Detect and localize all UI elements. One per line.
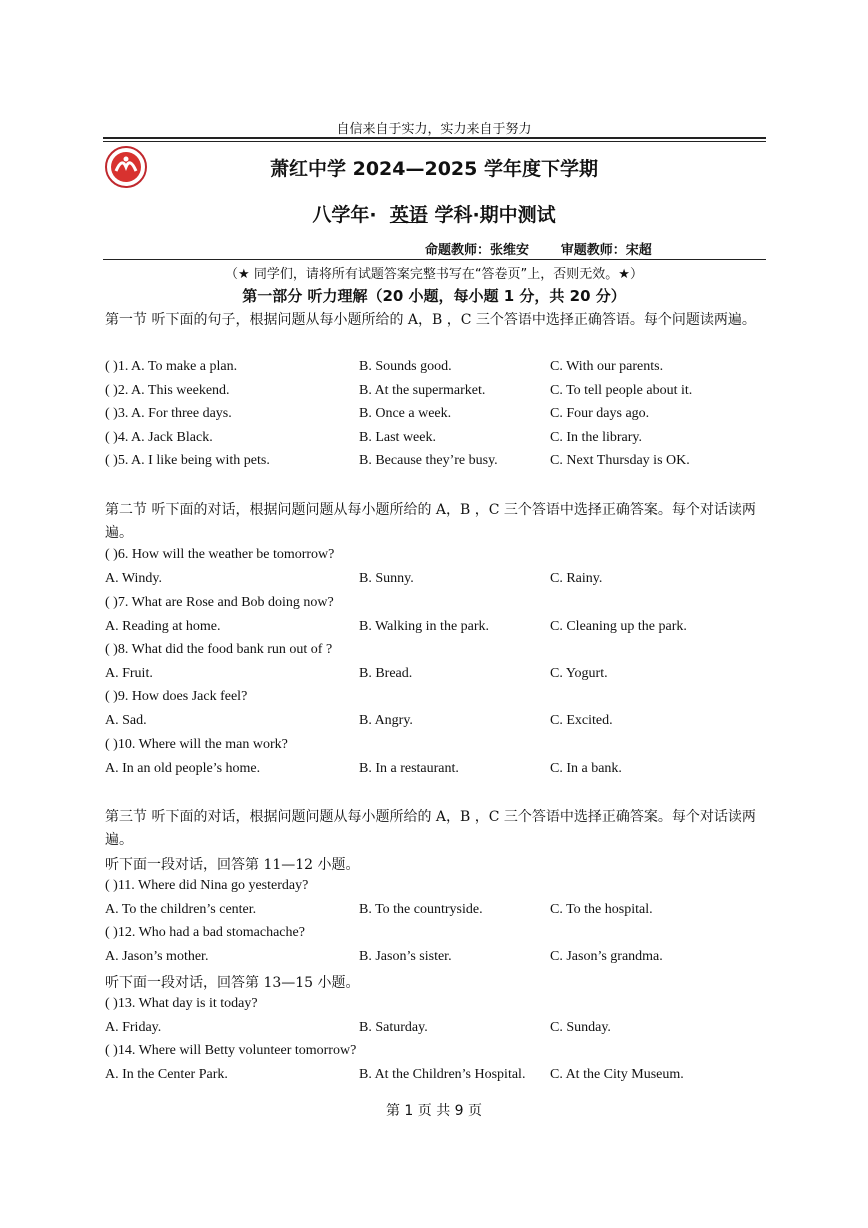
motto: 自信来自于实力，实力来自于努力 xyxy=(336,122,532,137)
option-c: C. To the hospital. xyxy=(550,902,653,917)
option-a: A. Sad. xyxy=(105,713,147,728)
header-rule-bottom xyxy=(103,259,766,260)
option-c: C. At the City Museum. xyxy=(550,1067,684,1082)
question-stem: ( )7. What are Rose and Bob doing now? xyxy=(105,595,334,610)
option-b: B. To the countryside. xyxy=(359,902,483,917)
page-footer: 第 1 页 共 9 页 xyxy=(385,1103,483,1119)
question-stem: ( )14. Where will Betty volunteer tomorrow? xyxy=(105,1043,357,1058)
option-c: C. In the library. xyxy=(550,430,643,445)
option-b: B. At the Children’s Hospital. xyxy=(359,1067,526,1082)
option-c: C. Yogurt. xyxy=(550,666,608,681)
option-b: B. Because they’re busy. xyxy=(359,453,498,468)
question-stem: ( )9. How does Jack feel? xyxy=(105,689,248,704)
option-a: A. Jason’s mother. xyxy=(105,949,209,964)
option-c: C. Four days ago. xyxy=(550,406,650,421)
part-title: 第一部分 听力理解（20 小题，每小题 1 分，共 20 分） xyxy=(242,287,626,305)
option-b: B. Saturday. xyxy=(359,1020,428,1035)
subject-name: 英语 xyxy=(389,204,428,226)
dialogue-group-1: 听下面一段对话，回答第 11—12 小题。 xyxy=(105,857,360,873)
question-stem: ( )6. How will the weather be tomorrow? xyxy=(105,547,335,562)
option-c: C. In a bank. xyxy=(550,761,622,776)
question-stem: ( )12. Who had a bad stomachache? xyxy=(105,925,305,940)
question-stem: ( )3. A. For three days. xyxy=(105,406,232,421)
option-a: A. Fruit. xyxy=(105,666,153,681)
option-b: B. In a restaurant. xyxy=(359,761,459,776)
reviewer: 审题教师：宋超 xyxy=(560,243,652,258)
question-stem: ( )1. A. To make a plan. xyxy=(105,359,238,374)
option-c: C. Jason’s grandma. xyxy=(550,949,663,964)
option-c: C. Excited. xyxy=(550,713,613,728)
option-c: C. Next Thursday is OK. xyxy=(550,453,690,468)
question-stem: ( )4. A. Jack Black. xyxy=(105,430,213,445)
section3-instruction: 第三节 听下面的对话，根据问题问题从每小题所给的 A，B ，C 三个答语中选择正确答案。每个对话读两遍。 xyxy=(105,809,756,848)
option-b: B. Sunny. xyxy=(359,571,414,586)
grade-label: 八学年· xyxy=(312,204,377,226)
option-c: C. With our parents. xyxy=(550,359,664,374)
section2-instruction: 第二节 听下面的对话，根据问题问题从每小题所给的 A，B ，C 三个答语中选择正确答案。每个对话读两遍。 xyxy=(105,502,756,541)
question-stem: ( )8. What did the food bank run out of ? xyxy=(105,642,333,657)
question-stem: ( )5. A. I like being with pets. xyxy=(105,453,270,468)
school-title: 萧红中学 2024—2025 学年度下学期 xyxy=(270,158,598,180)
option-a: A. In an old people’s home. xyxy=(105,761,261,776)
option-b: B. Once a week. xyxy=(359,406,452,421)
option-b: B. At the supermarket. xyxy=(359,383,486,398)
option-c: C. Sunday. xyxy=(550,1020,611,1035)
question-stem: ( )2. A. This weekend. xyxy=(105,383,230,398)
dialogue-group-2: 听下面一段对话，回答第 13—15 小题。 xyxy=(105,975,360,991)
teachers-line xyxy=(425,239,652,258)
question-stem: ( )10. Where will the man work? xyxy=(105,737,288,752)
option-b: B. Last week. xyxy=(359,430,436,445)
option-a: A. Friday. xyxy=(105,1020,162,1035)
option-a: A. Reading at home. xyxy=(105,619,221,634)
subject-title xyxy=(0,200,868,227)
title-tail: 学科·期中测试 xyxy=(434,204,556,226)
option-b: B. Sounds good. xyxy=(359,359,452,374)
question-stem: ( )11. Where did Nina go yesterday? xyxy=(105,878,309,893)
option-c: C. Rainy. xyxy=(550,571,603,586)
option-a: A. In the Center Park. xyxy=(105,1067,228,1082)
notice: （★ 同学们，请将所有试题答案完整书写在“答卷页”上，否则无效。★） xyxy=(225,267,643,282)
option-b: B. Jason’s sister. xyxy=(359,949,452,964)
section1-instruction: 第一节 听下面的句子，根据问题从每小题所给的 A，B ，C 三个答语中选择正确答语。每个问题读两遍。 xyxy=(105,312,756,328)
option-a: A. To the children’s center. xyxy=(105,902,257,917)
option-b: B. Angry. xyxy=(359,713,413,728)
header-rule-top-thin xyxy=(103,141,766,142)
option-c: C. Cleaning up the park. xyxy=(550,619,687,634)
option-a: A. Windy. xyxy=(105,571,162,586)
option-c: C. To tell people about it. xyxy=(550,383,693,398)
header-rule-top xyxy=(103,137,766,139)
question-stem: ( )13. What day is it today? xyxy=(105,996,258,1011)
option-b: B. Bread. xyxy=(359,666,413,681)
option-b: B. Walking in the park. xyxy=(359,619,490,634)
setter: 命题教师：张维安 xyxy=(425,243,530,258)
